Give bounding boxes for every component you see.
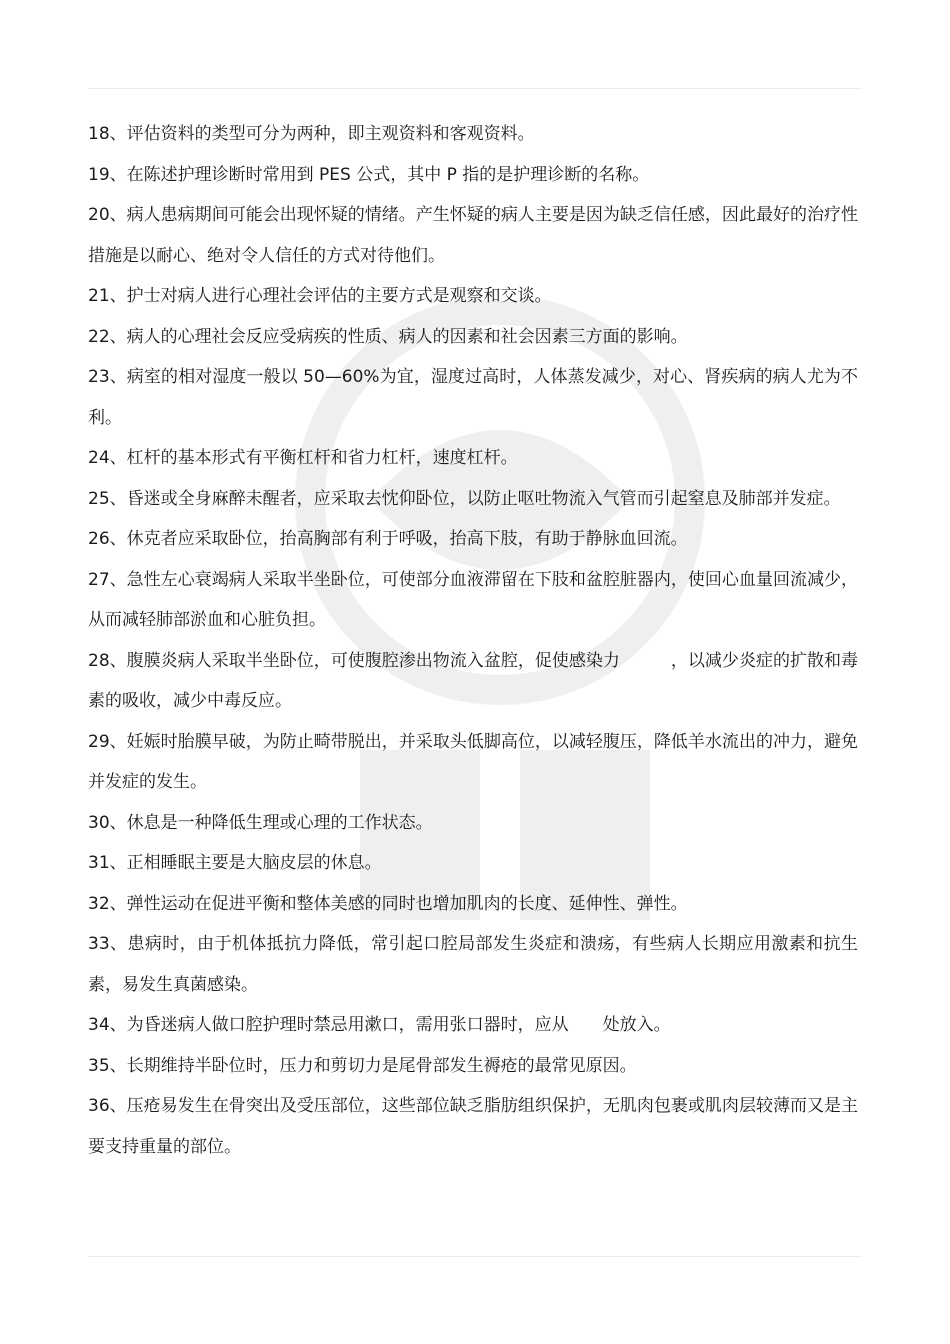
list-item: 19、在陈述护理诊断时常用到 PES 公式，其中 P 指的是护理诊断的名称。 — [88, 164, 650, 185]
list-item: 34、为昏迷病人做口腔护理时禁忌用漱口，需用张口器时，应从 处放入。 — [88, 1015, 671, 1035]
list-item: 26、休克者应采取卧位，抬高胸部有利于呼吸，抬高下肢，有助于静脉血回流。 — [88, 529, 688, 549]
list-item: 20、病人患病期间可能会出现怀疑的情绪。产生怀疑的病人主要是因为缺乏信任感，因此最好的治疗性措施是以耐心、绝对令人信任的方式对待他们。 — [88, 205, 858, 266]
footer-divider — [88, 1256, 862, 1257]
question-list — [88, 114, 858, 1167]
list-item: 32、弹性运动在促进平衡和整体美感的同时也增加肌肉的长度、延伸性、弹性。 — [88, 893, 688, 914]
header-divider — [88, 88, 862, 89]
list-item: 23、病室的相对湿度一般以 50—60%为宜，湿度过高时，人体蒸发减少，对心、肾疾病的病人尤为不利。 — [88, 367, 858, 428]
list-item: 22、病人的心理社会反应受病疾的性质、病人的因素和社会因素三方面的影响。 — [88, 326, 688, 347]
list-item: 36、压疮易发生在骨突出及受压部位，这些部位缺乏脂肪组织保护，无肌肉包裹或肌肉层较薄而又是主要支持重量的部位。 — [88, 1096, 858, 1157]
list-item: 30、休息是一种降低生理或心理的工作状态。 — [88, 812, 433, 833]
list-item: 28、腹膜炎病人采取半坐卧位，可使腹腔渗出物流入盆腔，促使感染力 ，以减少炎症的扩散和毒素的吸收，减少中毒反应。 — [88, 650, 858, 711]
list-item: 27、急性左心衰竭病人采取半坐卧位，可使部分血液滞留在下肢和盆腔脏器内，使回心血量回流减少，从而减轻肺部淤血和心脏负担。 — [88, 569, 858, 630]
list-item: 18、评估资料的类型可分为两种，即主观资料和客观资料。 — [88, 124, 535, 144]
list-item: 21、护士对病人进行心理社会评估的主要方式是观察和交谈。 — [88, 286, 552, 306]
list-item: 35、长期维持半卧位时，压力和剪切力是尾骨部发生褥疮的最常见原因。 — [88, 1055, 637, 1076]
list-item: 31、正相睡眠主要是大脑皮层的休息。 — [88, 853, 382, 873]
list-item: 29、妊娠时胎膜早破，为防止畸带脱出，并采取头低脚高位，以减轻腹压，降低羊水流出的冲力，避免并发症的发生。 — [88, 731, 858, 792]
list-item: 24、杠杆的基本形式有平衡杠杆和省力杠杆，速度杠杆。 — [88, 448, 518, 468]
list-item: 25、昏迷或全身麻醉未醒者，应采取去忱仰卧位，以防止呕吐物流入气管而引起窒息及肺部并发症。 — [88, 488, 841, 509]
list-item: 33、患病时，由于机体抵抗力降低，常引起口腔局部发生炎症和溃疡，有些病人长期应用激素和抗生素，易发生真菌感染。 — [88, 934, 858, 995]
